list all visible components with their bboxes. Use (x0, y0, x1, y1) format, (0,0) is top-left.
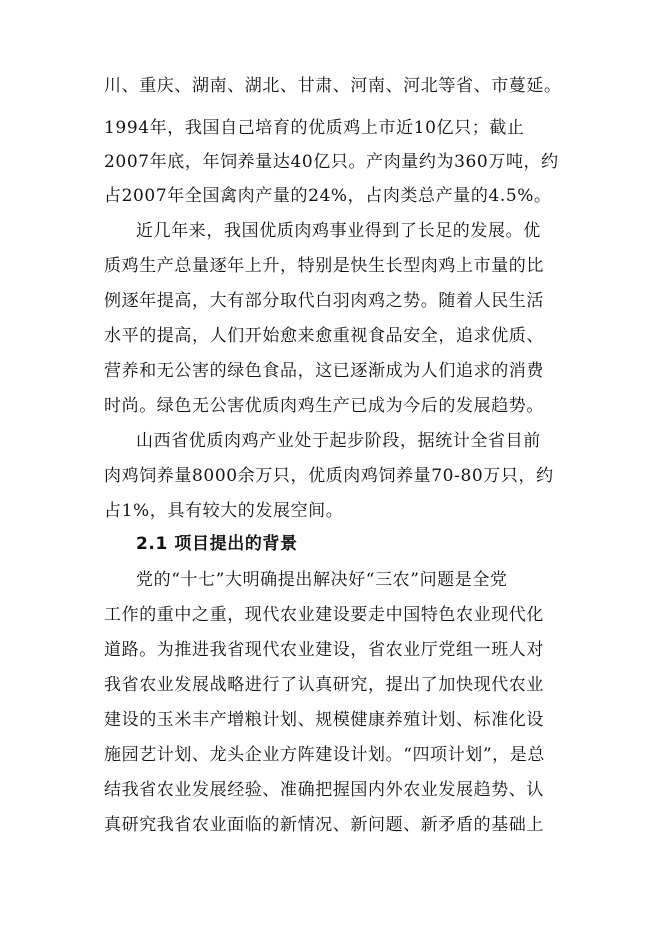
paragraph-first-line: 山西省优质肉鸡产业处于起步阶段，据统计全省目前 (136, 431, 541, 451)
text-line: 施园艺计划、龙头企业方阵建设计划。“四项计划”，是总 (104, 745, 545, 765)
text-line: 1994年，我国自己培育的优质鸡上市近10亿只；截止 (104, 118, 525, 138)
text-line: 占2007年全国禽肉产量的24%，占肉类总产量的4.5%。 (104, 186, 552, 206)
text-line: 质鸡生产总量逐年上升，特别是快生长型肉鸡上市量的比 (104, 256, 544, 276)
text-line: 结我省农业发展经验、准确把握国内外农业发展趋势、认 (104, 780, 544, 800)
section-heading: 2.1 项目提出的背景 (136, 534, 298, 554)
text-line: 水平的提高，人们开始愈来愈重视食品安全，追求优质、 (104, 326, 544, 346)
text-line: 真研究我省农业面临的新情况、新问题、新矛盾的基础上 (104, 815, 544, 835)
paragraph-first-line: 党的“十七”大明确提出解决好“三农”问题是全党 (136, 570, 508, 590)
text-line: 我省农业发展战略进行了认真研究，提出了加快现代农业 (104, 675, 544, 695)
text-line: 时尚。绿色无公害优质肉鸡生产已成为今后的发展趋势。 (104, 396, 544, 416)
paragraph-first-line: 近几年来，我国优质肉鸡事业得到了长足的发展。优 (136, 221, 541, 241)
text-line: 营养和无公害的绿色食品，这已逐渐成为人们追求的消费 (104, 361, 544, 381)
text-line: 占1%，具有较大的发展空间。 (104, 501, 344, 521)
text-line: 2007年底，年饲养量达40亿只。产肉量约为360万吨，约 (104, 152, 559, 172)
text-line: 建设的玉米丰产增粮计划、规模健康养殖计划、标准化设 (104, 710, 544, 730)
text-line: 例逐年提高，大有部分取代白羽肉鸡之势。随着人民生活 (104, 291, 544, 311)
text-line: 工作的重中之重，现代农业建设要走中国特色农业现代化 (104, 605, 544, 625)
text-line: 道路。为推进我省现代农业建设，省农业厅党组一班人对 (104, 640, 544, 660)
text-line: 川、重庆、湖南、湖北、甘肃、河南、河北等省、市蔓延。 (104, 76, 562, 96)
text-line: 肉鸡饲养量8000余万只，优质肉鸡饲养量70-80万只，约 (104, 466, 554, 486)
